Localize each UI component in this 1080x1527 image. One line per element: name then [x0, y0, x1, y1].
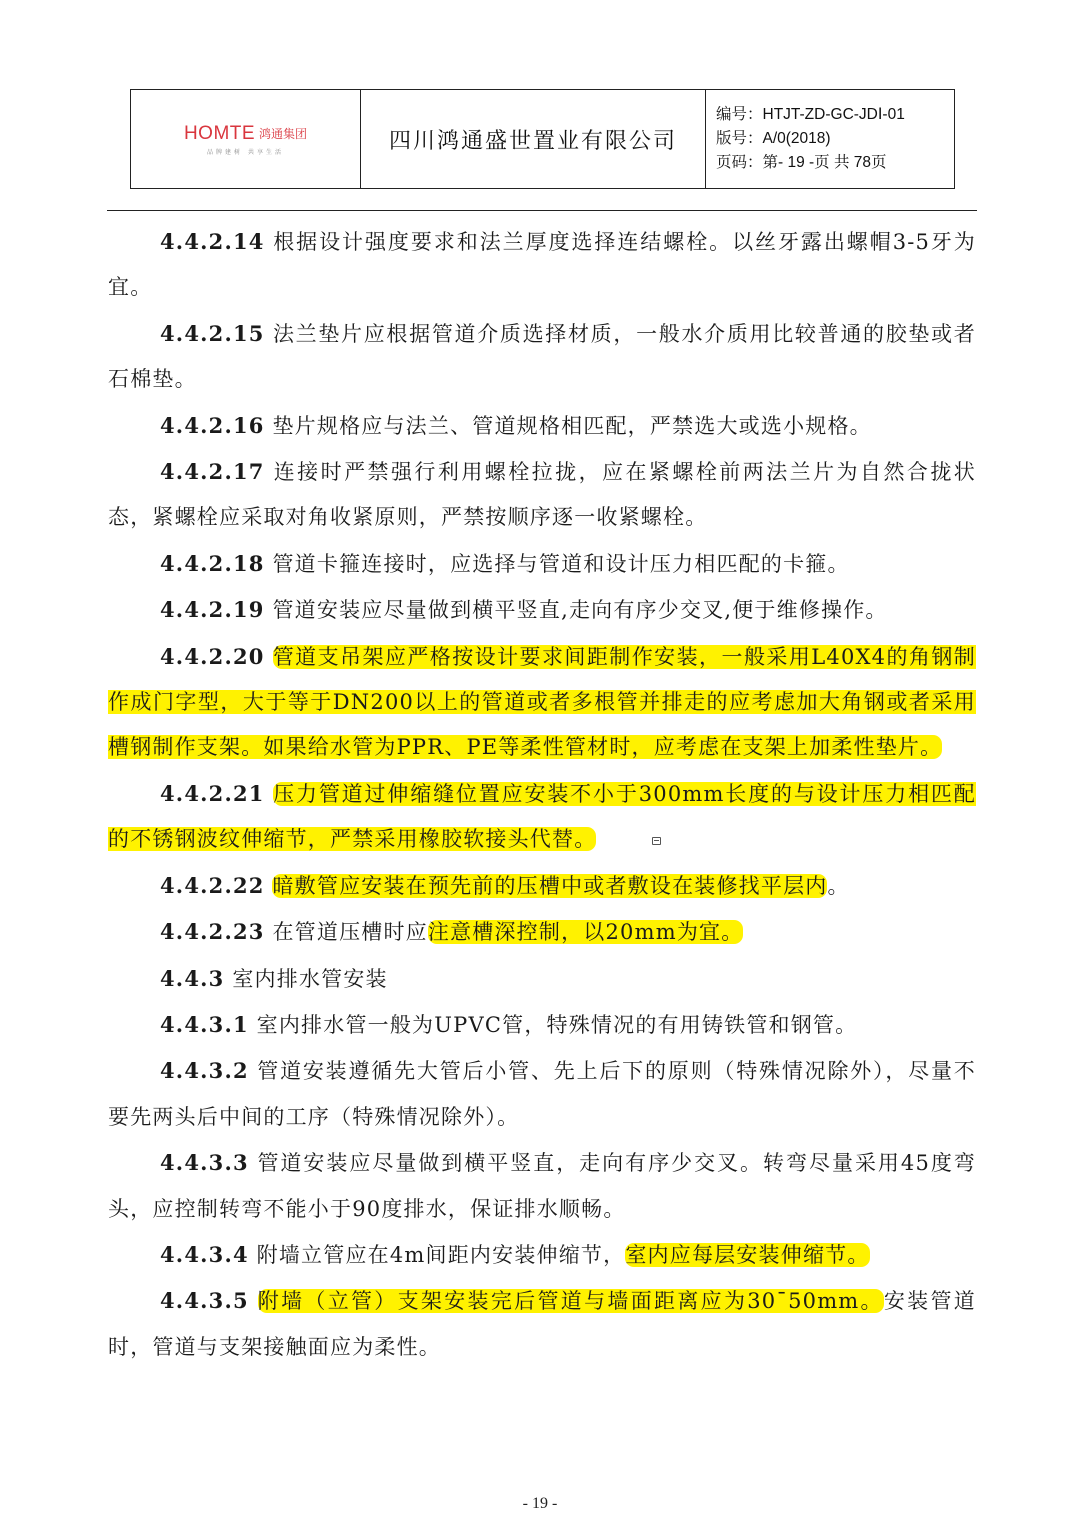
page-number: - 19 -: [522, 1495, 558, 1512]
clause-number: 4.4.3.1: [160, 1011, 249, 1037]
paragraph: [108, 1278, 976, 1370]
clause-text: [249, 1289, 258, 1313]
paragraph: [108, 403, 976, 449]
meta-cell: [706, 90, 954, 188]
header-rule: [107, 210, 977, 211]
clause-number: 4.4.3: [160, 965, 225, 991]
highlighted-text: 管道支吊架应严格按设计要求间距制作安装，一般采用L40X4的角钢制作成门字型，大于等于DN200以上的管道或者多根管并排走的应考虑加大角钢或者采用槽钢制作支架。如果给水管为PPR、PE等柔性管材时，应考虑在支架上加柔性垫片。: [108, 644, 976, 760]
document-body: [108, 219, 976, 1370]
paragraph: [108, 219, 976, 311]
document-header: [130, 89, 955, 189]
clause-text: 法兰垫片应根据管道介质选择材质，一般水介质用比较普通的胶垫或者石棉垫。: [108, 321, 976, 392]
paragraph: [108, 1002, 976, 1048]
paragraph: [108, 1232, 976, 1278]
company-name: 四川鸿通盛世置业有限公司: [388, 128, 677, 154]
logo-cn: 鸿通集团: [259, 127, 308, 141]
clause-number: 4.4.2.15: [160, 320, 265, 346]
clause-number: 4.4.2.23: [160, 919, 265, 945]
logo-cell: [131, 90, 361, 188]
clause-number: 4.4.3.5: [160, 1288, 249, 1314]
clause-number: 4.4.3.2: [160, 1058, 249, 1084]
doc-page-info: 页码：第- 19 -页 共 78页: [716, 154, 887, 171]
clause-number: 4.4.2.14: [160, 229, 265, 254]
clause-text: 管道安装遵循先大管后小管、先上后下的原则（特殊情况除外），尽量不要先两头后中间的工序（特殊情况除外）。: [108, 1059, 976, 1129]
clause-number: 4.4.2.20: [160, 643, 265, 669]
clause-number: 4.4.2.18: [160, 550, 265, 576]
paragraph: [108, 771, 976, 863]
clause-text: 管道安装应尽量做到横平竖直,走向有序少交叉,便于维修操作。: [264, 598, 888, 623]
paragraph: [108, 541, 976, 587]
paragraph: [108, 956, 976, 1002]
highlighted-text: 注意槽深控制，以20mm为宜。: [427, 920, 744, 945]
clause-text: 根据设计强度要求和法兰厚度选择连结螺栓。以丝牙露出螺帽3-5牙为宜。: [108, 230, 976, 300]
company-logo: [184, 123, 307, 145]
doc-number: 编号：HTJT-ZD-GC-JDⅠ-01: [716, 106, 905, 123]
clause-number: 4.4.2.17: [160, 459, 265, 485]
clause-text: 连接时严禁强行利用螺栓拉拢，应在紧螺栓前两法兰片为自然合拢状态，紧螺栓应采取对角收紧原则，严禁按顺序逐一收紧螺栓。: [108, 460, 976, 530]
paragraph: [108, 449, 976, 541]
paragraph: [108, 1140, 976, 1232]
clause-text: [265, 645, 273, 669]
company-cell: [361, 90, 706, 188]
clause-number: 4.4.2.22: [160, 872, 265, 898]
clause-text: 管道安装应尽量做到横平竖直，走向有序少交叉。转弯尽量采用45度弯头，应控制转弯不能小于90度排水，保证排水顺畅。: [108, 1151, 976, 1221]
highlighted-text: 附墙（立管）支架安装完后管道与墙面距离应为30¯50mm。: [257, 1289, 884, 1314]
logo-slogan: 品牌建树 共享生活: [207, 148, 284, 156]
clause-text: 垫片规格应与法兰、管道规格相匹配，严禁选大或选小规格。: [264, 413, 872, 438]
clause-number: 4.4.2.21: [160, 780, 265, 806]
clause-text: [265, 782, 274, 806]
highlighted-text: 室内应每层安装伸缩节。: [625, 1242, 870, 1267]
paragraph: [108, 863, 976, 909]
clause-number: 4.4.3.4: [160, 1241, 249, 1267]
comment-icon[interactable]: [652, 837, 661, 845]
highlighted-text: 暗敷管应安装在预先前的压槽中或者敷设在装修找平层内: [272, 873, 828, 898]
doc-version: 版号：A/0(2018): [716, 130, 831, 147]
paragraph: [108, 909, 976, 955]
clause-text: 在管道压槽时应: [264, 920, 428, 945]
paragraph: [108, 311, 976, 403]
clause-number: 4.4.2.19: [160, 597, 265, 623]
clause-text: 室内排水管安装: [224, 966, 388, 991]
clause-text: 附墙立管应在4m间距内安装伸缩节，: [248, 1242, 626, 1267]
paragraph: [108, 1048, 976, 1140]
clause-text: 管道卡箍连接时，应选择与管道和设计压力相匹配的卡箍。: [264, 551, 850, 576]
clause-text: 室内排水管一般为UPVC管，特殊情况的有用铸铁管和钢管。: [248, 1012, 858, 1037]
clause-number: 4.4.2.16: [160, 412, 265, 438]
highlighted-text: 压力管道过伸缩缝位置应安装不小于300mm长度的与设计压力相匹配的不锈钢波纹伸缩节，严禁采用橡胶软接头代替。: [108, 781, 976, 852]
clause-text: 。: [827, 873, 850, 898]
clause-text: 安装管道时，管道与支架接触面应为柔性。: [108, 1289, 976, 1359]
paragraph: [108, 587, 976, 633]
logo-brand: HOMTE: [183, 122, 256, 144]
clause-number: 4.4.3.3: [160, 1150, 249, 1176]
paragraph: [108, 634, 976, 771]
